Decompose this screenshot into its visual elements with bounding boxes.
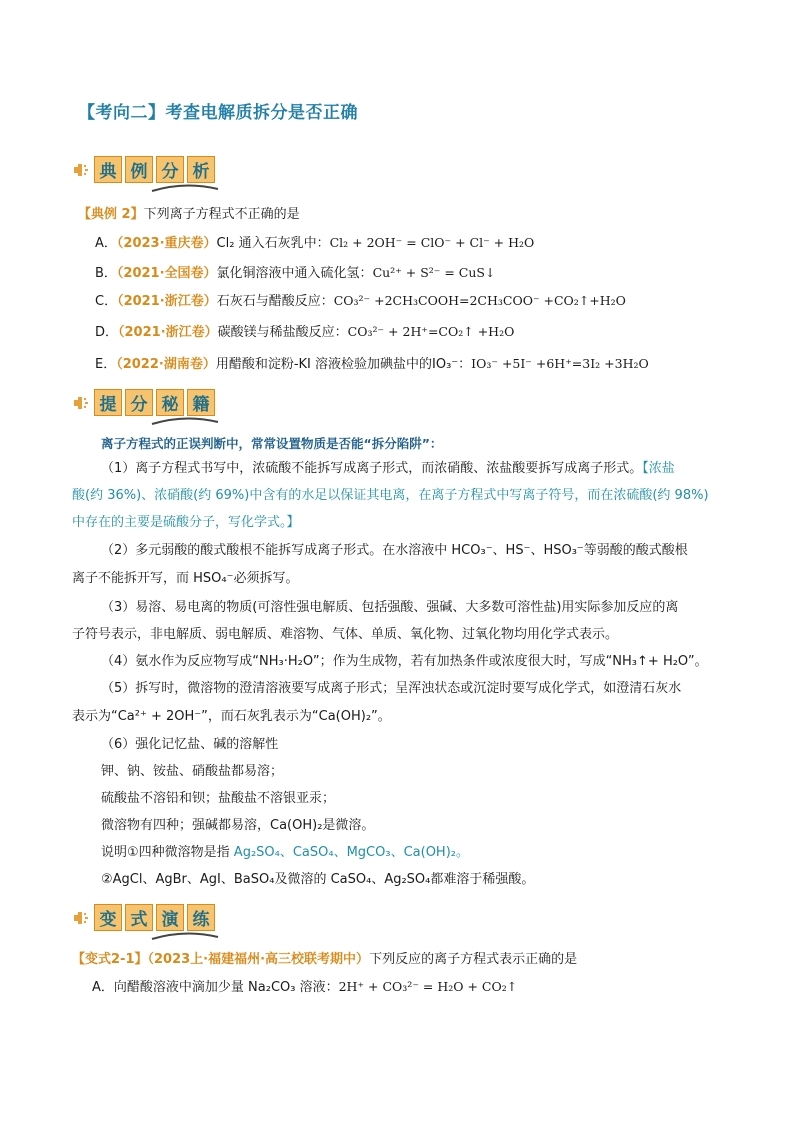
option-desc: 用醋酸和淀粉-KI 溶液检验加碘盐中的IO₃⁻：	[215, 357, 472, 372]
banner-char: 提	[94, 389, 122, 416]
tips-p1-line1	[101, 455, 675, 482]
option-equation: Cl₂ + 2OH⁻ = ClO⁻ + Cl⁻ + H₂O	[329, 235, 535, 250]
option-equation: CO₃²⁻ + 2H⁺=CO₂↑ +H₂O	[347, 324, 515, 339]
speaker-icon	[72, 395, 90, 411]
section-heading: 【考向二】考查电解质拆分是否正确	[78, 103, 358, 123]
variant-question	[72, 948, 577, 967]
tips-p9: 微溶物有四种；强碱都易溶，Ca(OH)₂是微溶。	[101, 818, 375, 833]
tips-p3-line1: （3）易溶、易电离的物质(可溶性强电解质、包括强酸、强碱、大多数可溶性盐)用实际参加反应的离	[101, 600, 679, 615]
tips-text: （1）离子方程式书写中，浓硫酸不能拆写成离子形式，而浓硝酸、浓盐酸要拆写成离子形式。	[101, 461, 643, 476]
option-equation: IO₃⁻ +5I⁻ +6H⁺=3I₂ +3H₂O	[471, 356, 649, 371]
banner-char: 秘	[156, 389, 184, 416]
swoosh-decoration	[150, 183, 220, 193]
option-source: （2021·浙江卷）	[117, 294, 217, 309]
option-e	[95, 353, 649, 372]
speaker-icon	[72, 910, 90, 926]
banner-char: 籍	[187, 389, 215, 416]
option-a	[95, 232, 534, 251]
option-desc: 石灰石与醋酸反应：	[216, 294, 334, 309]
option-desc: 氯化铜溶液中通入硫化氢：	[216, 266, 373, 281]
example-tag: 【典例 2】	[78, 207, 144, 222]
swoosh-decoration	[150, 931, 220, 941]
option-source: （2022·湖南卷）	[116, 357, 216, 372]
tips-p6: （6）强化记忆盐、碱的溶解性	[101, 737, 279, 752]
tips-text: 说明①四种微溶物是指	[101, 845, 234, 860]
tips-p7: 钾、钠、铵盐、硝酸盐都易溶；	[101, 764, 284, 779]
option-source: （2023·重庆卷）	[116, 236, 217, 251]
option-equation: 2H⁺ + CO₃²⁻ = H₂O + CO₂↑	[338, 979, 518, 994]
banner-char: 析	[187, 156, 215, 183]
option-desc: 碳酸镁与稀盐酸反应：	[217, 325, 348, 340]
variant-option-a	[92, 976, 517, 995]
tips-highlight: Ag₂SO₄、CaSO₄、MgCO₃、Ca(OH)₂。	[233, 845, 469, 860]
tips-intro: 离子方程式的正误判断中，常常设置物质是否能“拆分陷阱”：	[101, 436, 443, 451]
example-question	[78, 203, 300, 222]
option-letter: C．	[95, 294, 118, 309]
tips-p11: ②AgCl、AgBr、AgI、BaSO₄及微溶的 CaSO₄、Ag₂SO₄都难溶于稀强酸。	[101, 872, 535, 887]
banner-example-analysis	[72, 156, 218, 183]
option-letter: D．	[95, 325, 119, 340]
tips-p8: 硫酸盐不溶铅和钡；盐酸盐不溶银亚汞；	[101, 791, 336, 806]
option-letter: E．	[95, 357, 117, 372]
tips-p2-line1: （2）多元弱酸的酸式酸根不能拆写成离子形式。在水溶液中 HCO₃⁻、HS⁻、HSO₃⁻等弱酸的酸式酸根	[101, 543, 688, 558]
speaker-icon	[72, 162, 90, 178]
banner-char: 分	[156, 156, 184, 183]
variant-question-text: 下列反应的离子方程式表示正确的是	[369, 952, 578, 967]
option-source: （2021·浙江卷）	[118, 325, 218, 340]
tips-p1-line3: 中存在的主要是硫酸分子，写化学式。】	[72, 515, 300, 530]
tips-p3-line2: 子符号表示，非电解质、弱电解质、难溶物、气体、单质、氧化物、过氧化物均用化学式表示。	[72, 627, 619, 642]
banner-char: 例	[125, 156, 153, 183]
tips-p5-line2: 表示为“Ca²⁺ + 2OH⁻”，而石灰乳表示为“Ca(OH)₂”。	[72, 709, 391, 724]
option-b	[95, 262, 495, 281]
banner-char: 分	[125, 389, 153, 416]
variant-source: （2023上·福建福州·高三校联考期中）	[147, 952, 370, 967]
option-equation: Cu²⁺ + S²⁻ = CuS↓	[372, 265, 496, 280]
banner-score-tips	[72, 389, 218, 416]
tips-highlight: 【浓盐	[642, 461, 675, 476]
option-desc: Cl₂ 通入石灰乳中：	[216, 236, 330, 251]
banner-char: 典	[94, 156, 122, 183]
banner-char: 练	[187, 904, 215, 931]
banner-char: 变	[94, 904, 122, 931]
option-d	[95, 321, 514, 340]
option-source: （2021·全国卷）	[116, 266, 217, 281]
option-desc: 向醋酸溶液中滴加少量 Na₂CO₃ 溶液：	[113, 980, 339, 995]
banner-variant-practice	[72, 904, 218, 931]
swoosh-decoration	[150, 416, 220, 426]
banner-char: 式	[125, 904, 153, 931]
option-letter: A．	[95, 236, 117, 251]
tips-p1-line2: 酸(约 36%)、浓硝酸(约 69%)中含有的水足以保证其电离，在离子方程式中写离子符号，而在浓硫酸(约 98%)	[72, 488, 709, 503]
option-letter: B．	[95, 266, 117, 281]
option-letter: A．	[92, 980, 114, 995]
option-equation: CO₃²⁻ +2CH₃COOH=2CH₃COO⁻ +CO₂↑+H₂O	[333, 293, 626, 308]
tips-p2-line2: 离子不能拆开写，而 HSO₄⁻必须拆写。	[72, 571, 299, 586]
tips-p4: （4）氨水作为反应物写成“NH₃·H₂O”；作为生成物，若有加热条件或浓度很大时，写成“NH₃↑+ H₂O”。	[101, 654, 708, 669]
example-question-text: 下列离子方程式不正确的是	[143, 207, 300, 222]
variant-tag: 【变式2-1】	[72, 952, 148, 967]
tips-p10	[101, 839, 469, 866]
tips-p5-line1: （5）拆写时，微溶物的澄清溶液要写成离子形式；呈浑浊状态或沉淀时要写成化学式，如澄清石灰水	[101, 681, 682, 696]
option-c	[95, 290, 626, 309]
banner-char: 演	[156, 904, 184, 931]
